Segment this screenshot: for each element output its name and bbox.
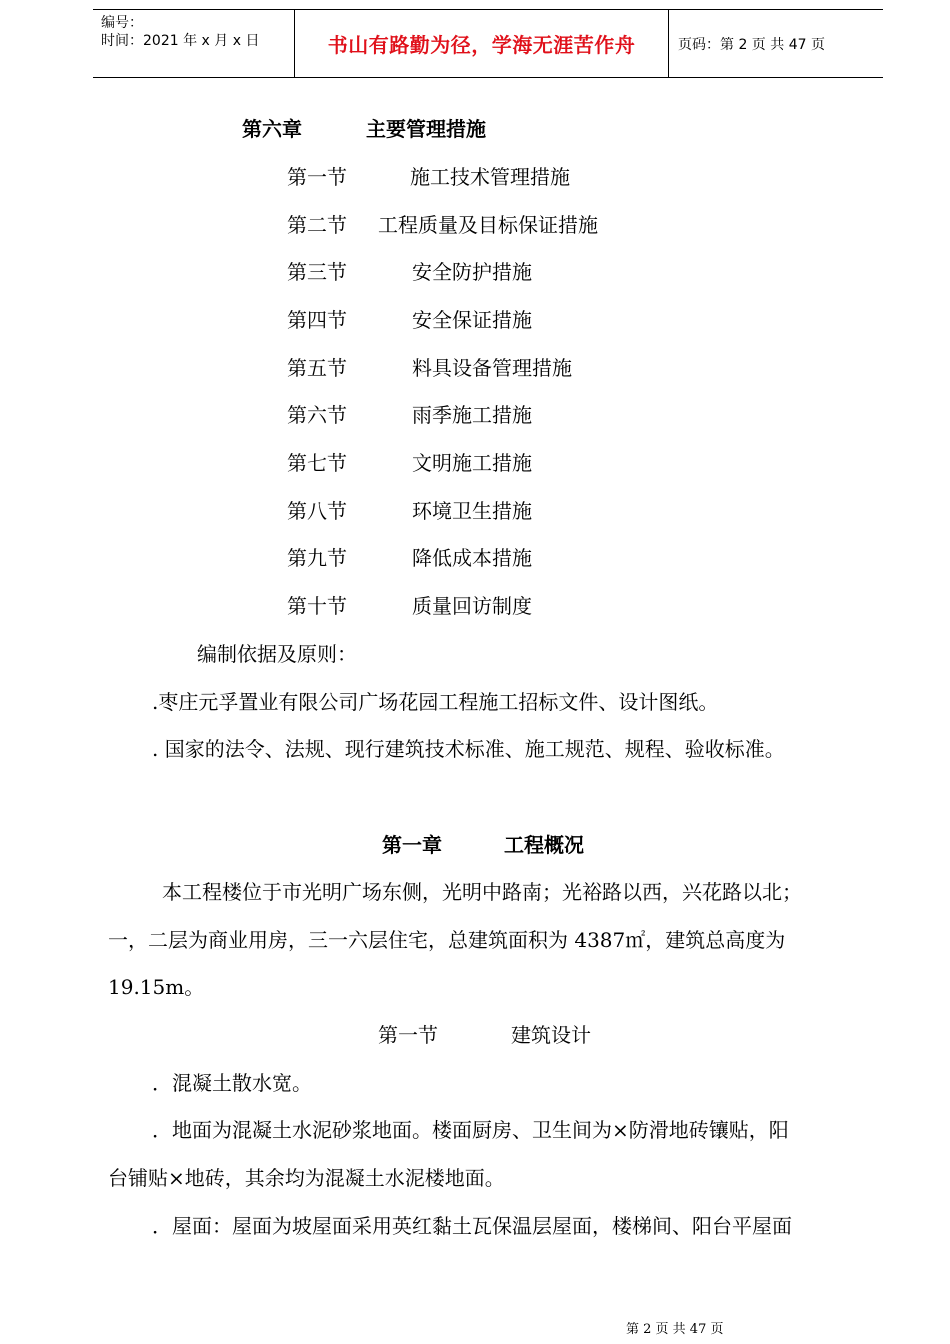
header-meta xyxy=(93,10,294,77)
toc-section-title: 环境卫生措施 xyxy=(412,499,532,523)
design-item: ．屋面：屋面为坡屋面采用英红黏土瓦保温层屋面，楼梯间、阳台平屋面 xyxy=(152,1214,792,1238)
toc-section-title: 雨季施工措施 xyxy=(412,403,532,427)
toc-chapter-num: 第六章 xyxy=(242,117,302,141)
toc-section-num: 第六节 xyxy=(287,403,347,427)
header-motto-cell xyxy=(294,10,669,77)
toc-section-num: 第五节 xyxy=(287,356,347,380)
toc-section-num: 第九节 xyxy=(287,546,347,570)
page-footer: 第 2 页 共 47 页 xyxy=(626,1322,724,1337)
header-page-cell xyxy=(668,10,883,77)
section-title: 建筑设计 xyxy=(511,1023,591,1047)
basis-item: .枣庄元孚置业有限公司广场花园工程施工招标文件、设计图纸。 xyxy=(152,690,719,714)
paragraph-line: 一，二层为商业用房，三一六层住宅，总建筑面积为 4387㎡，建筑总高度为 xyxy=(108,928,786,952)
toc-section-num: 第十节 xyxy=(287,594,347,618)
page-header xyxy=(93,9,883,78)
basis-item: . 国家的法令、法规、现行建筑技术标准、施工规范、规程、验收标准。 xyxy=(152,737,785,761)
section-num: 第一节 xyxy=(378,1023,438,1047)
toc-section-num: 第七节 xyxy=(287,451,347,475)
toc-section-title: 工程质量及目标保证措施 xyxy=(378,213,598,237)
paragraph-line: 19.15m。 xyxy=(108,975,205,999)
toc-chapter-title: 主要管理措施 xyxy=(366,117,486,141)
basis-heading: 编制依据及原则： xyxy=(197,642,357,666)
chapter-title: 工程概况 xyxy=(504,833,584,857)
toc-section-title: 安全防护措施 xyxy=(412,260,532,284)
toc-section-title: 施工技术管理措施 xyxy=(410,165,570,189)
header-motto: 书山有路勤为径，学海无涯苦作舟 xyxy=(327,33,636,57)
toc-section-title: 质量回访制度 xyxy=(412,594,532,618)
toc-section-num: 第三节 xyxy=(287,260,347,284)
number-label: 编号： xyxy=(101,15,143,31)
toc-section-num: 第一节 xyxy=(287,165,347,189)
design-item: 台铺贴×地砖，其余均为混凝土水泥楼地面。 xyxy=(108,1166,505,1190)
toc-section-title: 文明施工措施 xyxy=(412,451,532,475)
header-page-info: 页码：第 2 页 共 47 页 xyxy=(678,36,825,53)
time-label: 时间：2021 年 x 月 x 日 xyxy=(101,33,260,49)
toc-section-num: 第四节 xyxy=(287,308,347,332)
paragraph-line: 本工程楼位于市光明广场东侧，光明中路南；光裕路以西，兴花路以北； xyxy=(162,880,802,904)
toc-section-num: 第八节 xyxy=(287,499,347,523)
design-item: ．混凝土散水宽。 xyxy=(152,1071,312,1095)
toc-section-title: 安全保证措施 xyxy=(412,308,532,332)
toc-section-title: 料具设备管理措施 xyxy=(412,356,572,380)
toc-section-num: 第二节 xyxy=(287,213,347,237)
toc-section-title: 降低成本措施 xyxy=(412,546,532,570)
design-item: ．地面为混凝土水泥砂浆地面。楼面厨房、卫生间为×防滑地砖镶贴，阳 xyxy=(152,1118,789,1142)
chapter-num: 第一章 xyxy=(382,833,442,857)
